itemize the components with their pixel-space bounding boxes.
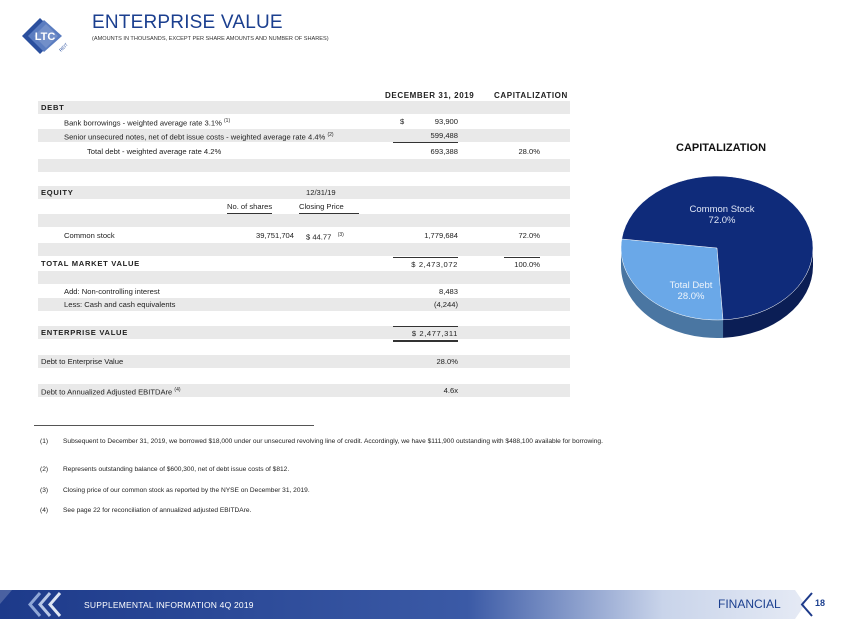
table-row bbox=[38, 129, 570, 142]
page-title: ENTERPRISE VALUE bbox=[92, 12, 283, 33]
table-row bbox=[38, 101, 570, 114]
capitalization-pie-chart bbox=[615, 160, 820, 360]
footnote-number: (3) bbox=[40, 487, 49, 494]
table-row bbox=[38, 200, 570, 213]
page-number: 18 bbox=[815, 598, 826, 608]
table-row bbox=[38, 145, 570, 158]
enterprise-value-label: ENTERPRISE VALUE bbox=[41, 328, 129, 337]
table-row bbox=[38, 384, 570, 397]
table-row bbox=[38, 271, 570, 284]
footnote-text: Represents outstanding balance of $600,300, net of debt issue costs of $812. bbox=[63, 466, 290, 473]
pie-slice-name: Total Debt bbox=[669, 280, 713, 291]
col-header-cap: CAPITALIZATION bbox=[494, 91, 568, 100]
dollar-sign: $ bbox=[400, 117, 405, 126]
price-header: Closing Price bbox=[299, 200, 359, 214]
total-market-value-label: TOTAL MARKET VALUE bbox=[41, 259, 140, 268]
equity-section-label: EQUITY bbox=[41, 188, 74, 197]
logo-subtext: REIT bbox=[58, 41, 69, 53]
total-market-value: $ 2,473,072 bbox=[393, 257, 458, 271]
total-debt-cap: 28.0% bbox=[518, 147, 540, 156]
table-row bbox=[38, 115, 570, 128]
debt-to-ev-label: Debt to Enterprise Value bbox=[41, 357, 124, 366]
table-row bbox=[38, 229, 570, 242]
footnote-number: (1) bbox=[40, 438, 49, 445]
table-row bbox=[38, 355, 570, 368]
pie-slice-name: Common Stock bbox=[689, 204, 755, 215]
debt-to-ebitda-label: Debt to Annualized Adjusted EBITDAre bbox=[41, 387, 173, 397]
table-row bbox=[38, 257, 570, 270]
debt-section-label: DEBT bbox=[41, 103, 65, 112]
shares-header: No. of shares bbox=[227, 200, 272, 214]
debt-to-ebitda-value: 4.6x bbox=[443, 386, 458, 395]
pie-slice-value: 72.0% bbox=[708, 215, 736, 226]
common-stock-value: 1,779,684 bbox=[424, 231, 458, 240]
footnote-number: (2) bbox=[40, 466, 49, 473]
cash-value: (4,244) bbox=[433, 300, 458, 309]
total-debt-value: 693,388 bbox=[430, 147, 458, 156]
logo-text: LTC bbox=[34, 31, 56, 43]
equity-date: 12/31/19 bbox=[306, 188, 336, 197]
page-subtitle: (AMOUNTS IN THOUSANDS, EXCEPT PER SHARE AMOUNTS AND NUMBER OF SHARES) bbox=[92, 36, 329, 42]
footnote-ref: (2) bbox=[327, 132, 334, 138]
footnote-divider bbox=[34, 425, 314, 426]
table-row bbox=[38, 243, 570, 256]
footnote-text: Subsequent to December 31, 2019, we borrowed $18,000 under our unsecured revolving line of credit. Accordingly, we have $111,900 outstanding with $488,100 available for borrowing. bbox=[63, 438, 603, 445]
chart-title: CAPITALIZATION bbox=[676, 142, 767, 154]
table-row bbox=[38, 159, 570, 172]
footnote-number: (4) bbox=[40, 507, 49, 514]
footnote-text: See page 22 for reconciliation of annualized adjusted EBITDAre. bbox=[63, 507, 252, 514]
ltc-logo bbox=[14, 12, 70, 60]
cash-label: Less: Cash and cash equivalents bbox=[64, 300, 176, 309]
table-row bbox=[38, 326, 570, 339]
senior-notes-label: Senior unsecured notes, net of debt issue costs - weighted average rate 4.4% bbox=[64, 132, 326, 142]
debt-to-ev-value: 28.0% bbox=[436, 357, 458, 366]
total-debt-label: Total debt - weighted average rate 4.2% bbox=[87, 147, 222, 156]
common-stock-label: Common stock bbox=[64, 231, 115, 240]
footnote-ref: (1) bbox=[224, 118, 231, 124]
table-row bbox=[38, 214, 570, 227]
nci-label: Add: Non-controlling interest bbox=[64, 287, 160, 296]
footnote-ref: (3) bbox=[337, 232, 344, 238]
footnote-text: Closing price of our common stock as reported by the NYSE on December 31, 2019. bbox=[63, 487, 310, 494]
table-row bbox=[38, 312, 570, 325]
table-row bbox=[38, 298, 570, 311]
common-shares: 39,751,704 bbox=[255, 231, 294, 240]
nci-value: 8,483 bbox=[438, 287, 458, 296]
common-price: $ 44.77 bbox=[306, 232, 332, 242]
table-row bbox=[38, 186, 570, 199]
bank-borrowings-value: 93,900 bbox=[434, 117, 458, 126]
footer-left-text: SUPPLEMENTAL INFORMATION 4Q 2019 bbox=[84, 600, 254, 610]
col-header-date: DECEMBER 31, 2019 bbox=[385, 91, 475, 100]
enterprise-value: $ 2,477,311 bbox=[393, 326, 458, 342]
bank-borrowings-label: Bank borrowings - weighted average rate 3.1% bbox=[64, 118, 222, 128]
footer-section-label: FINANCIAL bbox=[718, 597, 781, 611]
total-market-value-cap: 100.0% bbox=[504, 257, 540, 271]
common-stock-cap: 72.0% bbox=[518, 231, 540, 240]
pie-slice-value: 28.0% bbox=[677, 291, 705, 302]
senior-notes-value: 599,488 bbox=[393, 129, 458, 143]
footnote-ref: (4) bbox=[174, 387, 181, 393]
table-row bbox=[38, 285, 570, 298]
